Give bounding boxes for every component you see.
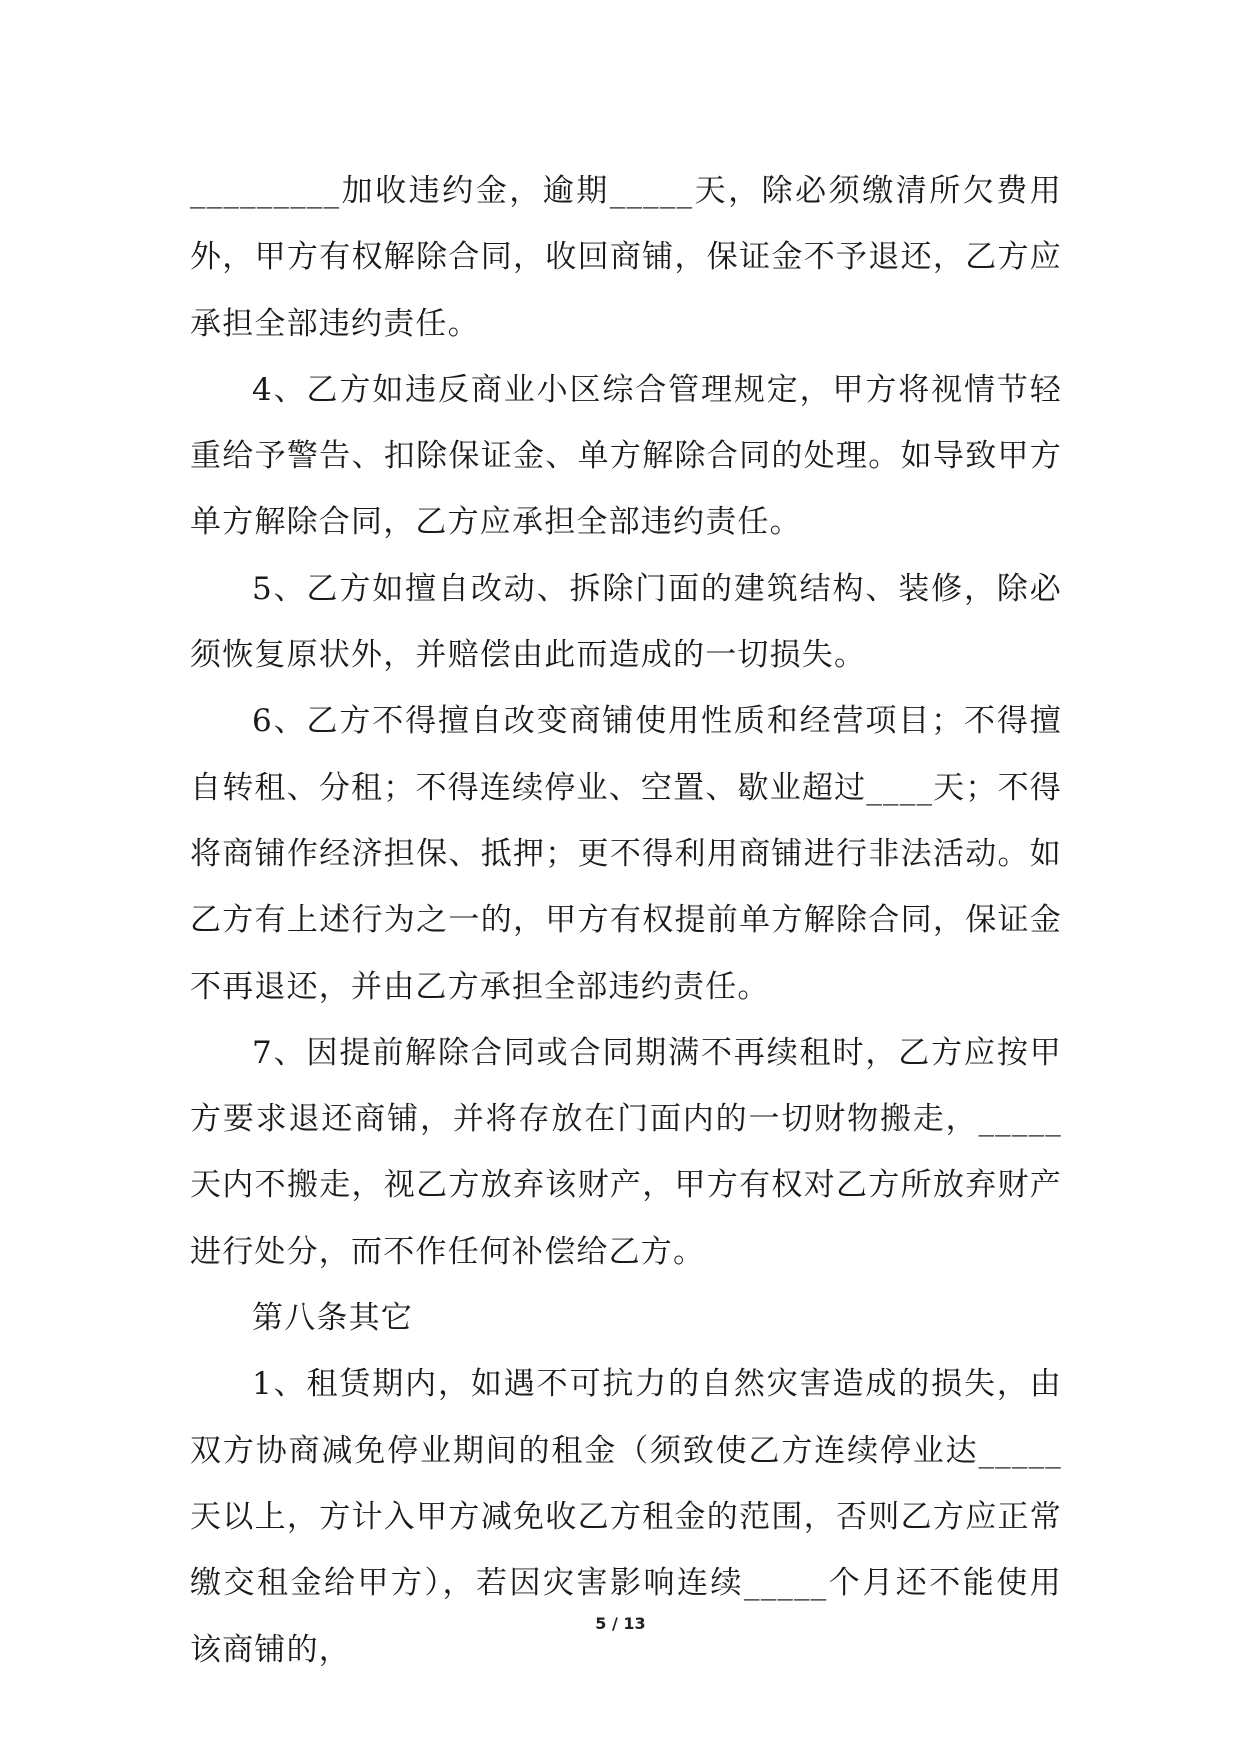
paragraph-clause-5: 5、乙方如擅自改动、拆除门面的建筑结构、装修，除必须恢复原状外，并赔偿由此而造成的一切损失。 (190, 570, 1062, 674)
paragraph-penalty-clause: _________加收违约金，逾期_____天，除必须缴清所欠费用外，甲方有权解除合同，收回商铺，保证金不予退还，乙方应承担全部违约责任。 (190, 173, 1062, 342)
paragraph-clause-6: 6、乙方不得擅自改变商铺使用性质和经营项目；不得擅自转租、分租；不得连续停业、空置、歇业超过____天；不得将商铺作经济担保、抵押；更不得利用商铺进行非法活动。如乙方有上述行为之一的，甲方有权提前单方解除合同，保证金不再退还，并由乙方承担全部违约责任。 (190, 703, 1062, 1005)
paragraph-article-8-clause-1: 1、租赁期内，如遇不可抗力的自然灾害造成的损失，由双方协商减免停业期间的租金（须致使乙方连续停业达_____天以上，方计入甲方减免收乙方租金的范围，否则乙方应正常缴交租金给甲方），若因灾害影响连续_____个月还不能使用该商铺的， (190, 1366, 1062, 1668)
page-number: 5 / 13 (595, 1614, 646, 1633)
section-heading-article-8: 第八条其它 (252, 1300, 413, 1337)
document-body (190, 158, 1062, 1683)
paragraph-clause-4: 4、乙方如违反商业小区综合管理规定，甲方将视情节轻重给予警告、扣除保证金、单方解除合同的处理。如导致甲方单方解除合同，乙方应承担全部违约责任。 (190, 371, 1062, 541)
paragraph-clause-7: 7、因提前解除合同或合同期满不再续租时，乙方应按甲方要求退还商铺，并将存放在门面内的一切财物搬走，_____天内不搬走，视乙方放弃该财产，甲方有权对乙方所放弃财产进行处分，而不作任何补偿给乙方。 (190, 1034, 1062, 1270)
